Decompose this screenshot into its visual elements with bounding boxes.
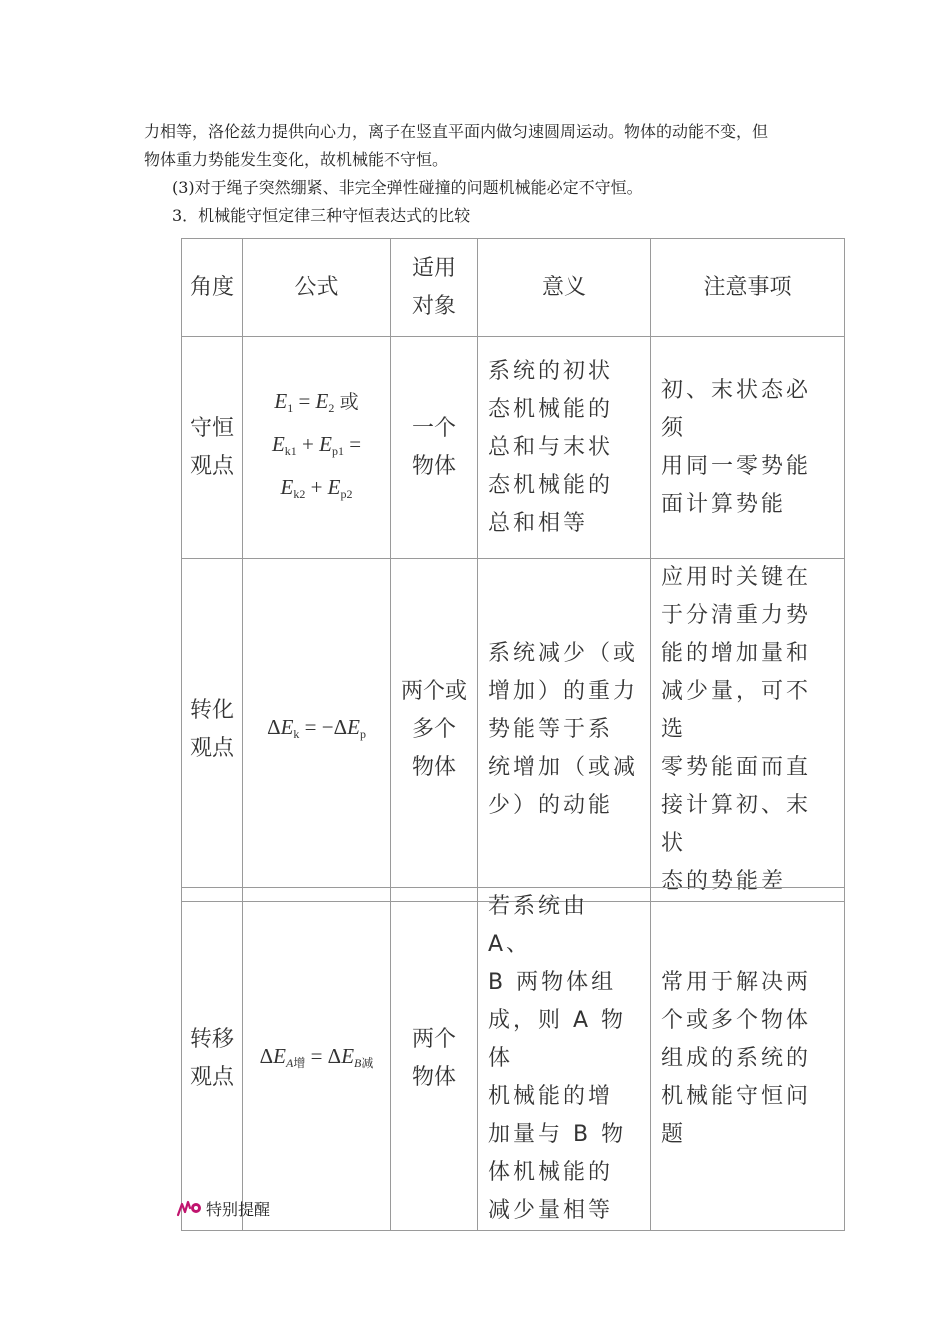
object-line-1: 两个 bbox=[411, 1027, 456, 1052]
angle-cell bbox=[182, 559, 243, 902]
special-reminder bbox=[176, 1196, 270, 1220]
meaning-line: 减少量相等 bbox=[488, 1198, 614, 1223]
object-cell bbox=[391, 888, 478, 1231]
header-angle: 角度 bbox=[182, 239, 243, 337]
section-heading-3: 3．机械能守恒定律三种守恒表达式的比较 bbox=[172, 206, 471, 225]
angle-cell bbox=[182, 888, 243, 1231]
meaning-line: 态机械能的 bbox=[488, 472, 614, 498]
meaning-line: 统增加（或减 bbox=[488, 755, 639, 780]
paragraph-line-2: 物体重力势能发生变化，故机械能不守恒。 bbox=[144, 150, 449, 169]
formula-line-2: $E_{k1} + E_{p1}$ = bbox=[271, 432, 362, 458]
angle-line-2: 观点 bbox=[189, 736, 234, 761]
meaning-line: 机械能的增 bbox=[488, 1084, 614, 1109]
formula-line-1: $E_1 = E_2$ 或 bbox=[274, 389, 359, 415]
object-line: 两个或 bbox=[400, 679, 467, 704]
object-line-2: 物体 bbox=[411, 453, 456, 479]
meaning-line: 系统减少（或 bbox=[488, 641, 639, 666]
special-reminder-icon bbox=[176, 1198, 204, 1218]
notes-line: 题 bbox=[661, 1122, 687, 1147]
meaning-line: 系统的初状 bbox=[488, 358, 614, 384]
angle-line-1: 转移 bbox=[189, 1027, 234, 1052]
notes-line: 零势能面而直 bbox=[661, 755, 812, 780]
angle-line-2: 观点 bbox=[189, 453, 234, 479]
notes-line: 初、末状态必须 bbox=[661, 377, 812, 441]
paragraph-line-1: 力相等，洛伦兹力提供向心力，离子在竖直平面内做匀速圆周运动。物体的动能不变，但 bbox=[144, 122, 769, 141]
meaning-line: 加量与 B 物 bbox=[488, 1122, 627, 1147]
angle-cell bbox=[182, 337, 243, 559]
notes-line: 机械能守恒问 bbox=[661, 1084, 812, 1109]
table-row-transformation bbox=[182, 559, 845, 902]
comparison-table bbox=[181, 238, 845, 902]
meaning-line: 增加）的重力 bbox=[488, 679, 639, 704]
meaning-line: 若系统由 A、 bbox=[488, 894, 589, 957]
header-object-line-2: 对象 bbox=[411, 293, 456, 319]
notes-line: 组成的系统的 bbox=[661, 1046, 812, 1071]
meaning-line: 总和相等 bbox=[488, 510, 589, 536]
header-object bbox=[391, 239, 478, 337]
comparison-table-continued bbox=[181, 887, 845, 1231]
object-line: 物体 bbox=[411, 755, 456, 780]
meaning-line: B 两物体组 bbox=[488, 970, 617, 995]
notes-line: 个或多个物体 bbox=[661, 1008, 812, 1033]
notes-cell bbox=[651, 888, 845, 1231]
object-cell bbox=[391, 559, 478, 902]
notes-line: 常用于解决两 bbox=[661, 970, 812, 995]
meaning-line: 势能等于系 bbox=[488, 717, 614, 742]
header-formula: 公式 bbox=[243, 239, 391, 337]
formula-cell bbox=[243, 337, 391, 559]
formula-cell: $\Delta E_k = -\Delta E_p$ bbox=[243, 559, 391, 902]
meaning-line: 少）的动能 bbox=[488, 793, 614, 818]
meaning-line: 成，则 A 物体 bbox=[488, 1008, 627, 1071]
meaning-line: 总和与末状 bbox=[488, 434, 614, 460]
object-line-1: 一个 bbox=[411, 415, 456, 441]
object-cell bbox=[391, 337, 478, 559]
notes-line: 应用时关键在 bbox=[661, 565, 812, 590]
notes-line: 态的势能差 bbox=[661, 869, 787, 894]
header-object-line-1: 适用 bbox=[411, 255, 456, 281]
object-line-2: 物体 bbox=[411, 1065, 456, 1090]
notes-line: 用同一零势能 bbox=[661, 453, 812, 479]
formula-cell: $\Delta E_{A增} = \Delta E_{B减}$ bbox=[243, 888, 391, 1231]
meaning-line: 体机械能的 bbox=[488, 1160, 614, 1185]
meaning-cell bbox=[478, 559, 651, 902]
special-reminder-label: 特别提醒 bbox=[206, 1199, 271, 1219]
table-row-transfer bbox=[182, 888, 845, 1231]
notes-line: 面计算势能 bbox=[661, 491, 787, 517]
angle-line-2: 观点 bbox=[189, 1065, 234, 1090]
notes-line: 减少量，可不选 bbox=[661, 679, 812, 742]
notes-cell bbox=[651, 337, 845, 559]
meaning-line: 态机械能的 bbox=[488, 396, 614, 422]
notes-cell bbox=[651, 559, 845, 902]
header-meaning: 意义 bbox=[478, 239, 651, 337]
meaning-cell bbox=[478, 888, 651, 1231]
table-row-conservation bbox=[182, 337, 845, 559]
notes-line: 能的增加量和 bbox=[661, 641, 812, 666]
paragraph-item-3: (3)对于绳子突然绷紧、非完全弹性碰撞的问题机械能必定不守恒。 bbox=[172, 178, 643, 197]
meaning-cell bbox=[478, 337, 651, 559]
angle-line-1: 守恒 bbox=[189, 415, 234, 441]
table-header-row bbox=[182, 239, 845, 337]
header-notes: 注意事项 bbox=[651, 239, 845, 337]
object-line: 多个 bbox=[411, 717, 456, 742]
notes-line: 于分清重力势 bbox=[661, 603, 812, 628]
notes-line: 接计算初、末状 bbox=[661, 793, 812, 856]
angle-line-1: 转化 bbox=[189, 698, 234, 723]
formula-line-3: $E_{k2} + E_{p2}$ bbox=[280, 475, 353, 501]
